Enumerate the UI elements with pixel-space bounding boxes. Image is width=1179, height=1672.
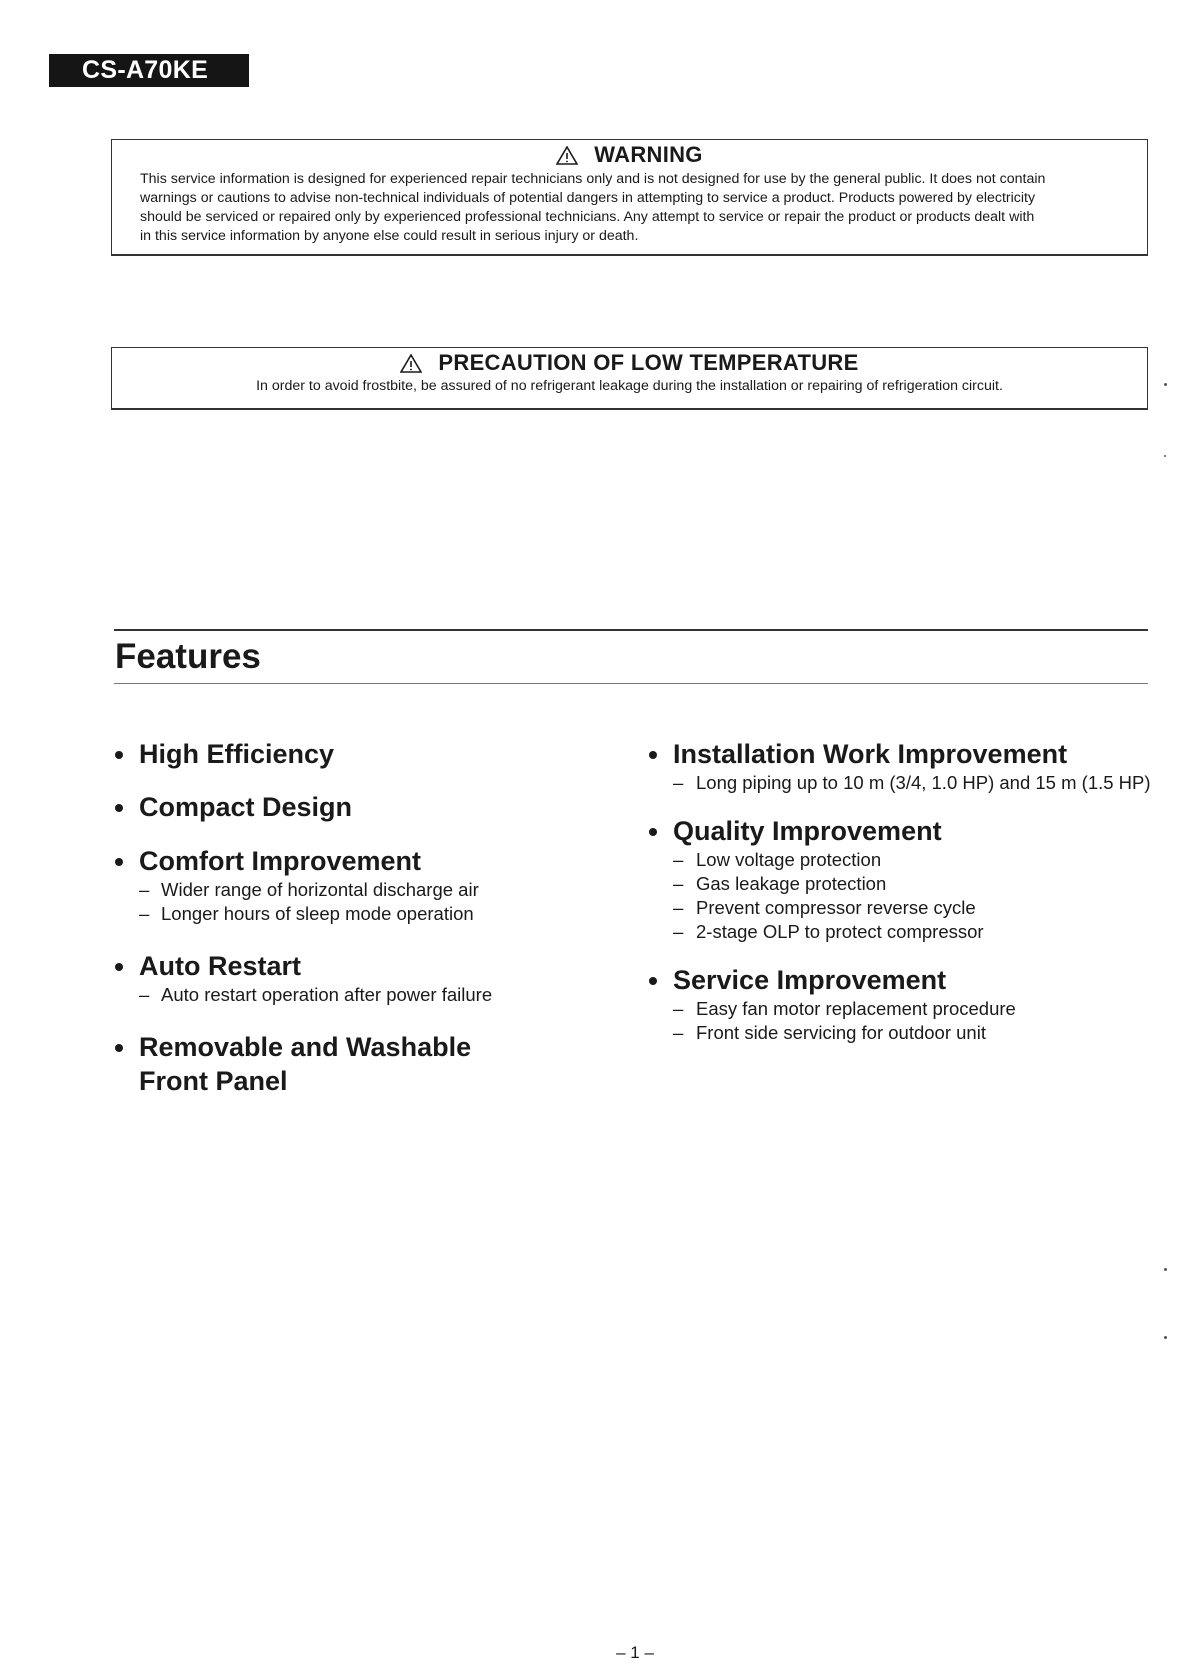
model-tag: CS-A70KE bbox=[49, 54, 249, 87]
feature-item bbox=[113, 1030, 633, 1098]
feature-sub-list bbox=[139, 983, 633, 1007]
section-rule-top bbox=[114, 629, 1148, 631]
scan-speck bbox=[1164, 383, 1167, 386]
feature-title: Installation Work Improvement bbox=[673, 739, 1068, 769]
features-left-column bbox=[113, 737, 633, 1098]
bullet-icon bbox=[115, 804, 123, 812]
precaution-text: In order to avoid frostbite, be assured of no refrigerant leakage during the installation or repairing of refrigeration circuit. bbox=[256, 378, 1003, 394]
feature-sub-list bbox=[673, 771, 1167, 795]
warning-text bbox=[112, 167, 1147, 246]
feature-sub-item: – Gas leakage protection bbox=[673, 873, 887, 894]
feature-sub-item: – Longer hours of sleep mode operation bbox=[139, 903, 474, 924]
warning-line: This service information is designed for experienced repair technicians only and is not designed for use by the general public. It does not contain bbox=[140, 171, 1046, 187]
feature-item bbox=[113, 844, 633, 926]
feature-title: Quality Improvement bbox=[673, 816, 942, 846]
bullet-icon bbox=[649, 977, 657, 985]
bullet-icon bbox=[649, 828, 657, 836]
feature-title: Compact Design bbox=[139, 792, 353, 822]
feature-title: Service Improvement bbox=[673, 965, 947, 995]
scan-speck bbox=[1164, 455, 1166, 457]
warning-heading bbox=[112, 143, 1147, 167]
feature-sub-item: – Long piping up to 10 m (3/4, 1.0 HP) and 15 m (1.5 HP) bbox=[673, 772, 1151, 793]
warning-triangle-icon bbox=[556, 146, 578, 165]
feature-item bbox=[113, 949, 633, 1007]
feature-sub-item: – Front side servicing for outdoor unit bbox=[673, 1022, 986, 1043]
section-rule-bottom bbox=[114, 683, 1148, 684]
feature-sub-list bbox=[139, 878, 633, 926]
bullet-icon bbox=[115, 1044, 123, 1052]
bullet-icon bbox=[115, 751, 123, 759]
feature-title: High Efficiency bbox=[139, 739, 335, 769]
feature-item bbox=[647, 737, 1167, 795]
bullet-icon bbox=[649, 751, 657, 759]
bullet-icon bbox=[115, 963, 123, 971]
precaution-heading bbox=[112, 351, 1147, 375]
feature-title: Comfort Improvement bbox=[139, 846, 422, 876]
feature-title: Removable and Washable bbox=[139, 1032, 472, 1062]
feature-sub-list bbox=[673, 997, 1167, 1045]
page-number: – 1 – bbox=[616, 1643, 654, 1662]
features-heading: Features bbox=[115, 637, 261, 676]
feature-title: Front Panel bbox=[139, 1066, 288, 1096]
feature-sub-item: – Easy fan motor replacement procedure bbox=[673, 998, 1016, 1019]
feature-sub-item: – Low voltage protection bbox=[673, 849, 882, 870]
warning-triangle-icon bbox=[400, 354, 422, 373]
feature-sub-item: – Prevent compressor reverse cycle bbox=[673, 897, 976, 918]
warning-line: in this service information by anyone else could result in serious injury or death. bbox=[140, 228, 639, 244]
features-right-column bbox=[647, 737, 1167, 1045]
feature-item bbox=[113, 790, 633, 824]
scan-speck bbox=[1164, 1268, 1167, 1271]
feature-sub-item: – 2-stage OLP to protect compressor bbox=[673, 921, 984, 942]
scan-speck bbox=[1164, 1336, 1167, 1339]
feature-item bbox=[113, 737, 633, 771]
warning-box bbox=[111, 139, 1148, 256]
feature-title: Auto Restart bbox=[139, 951, 302, 981]
warning-line: should be serviced or repaired only by experienced professional technicians. Any attempt to service or repair the product or products dealt with bbox=[140, 209, 1035, 225]
warning-title: WARNING bbox=[594, 142, 703, 167]
precaution-box bbox=[111, 347, 1148, 410]
bullet-icon bbox=[115, 858, 123, 866]
feature-item bbox=[647, 963, 1167, 1045]
feature-sub-item: – Auto restart operation after power failure bbox=[139, 984, 493, 1005]
feature-sub-item: – Wider range of horizontal discharge air bbox=[139, 879, 479, 900]
warning-line: warnings or cautions to advise non-technical individuals of potential dangers in attempting to service a product. Products powered by electricity bbox=[140, 190, 1036, 206]
feature-sub-list bbox=[673, 848, 1167, 944]
precaution-title: PRECAUTION OF LOW TEMPERATURE bbox=[438, 350, 859, 375]
feature-item bbox=[647, 814, 1167, 944]
